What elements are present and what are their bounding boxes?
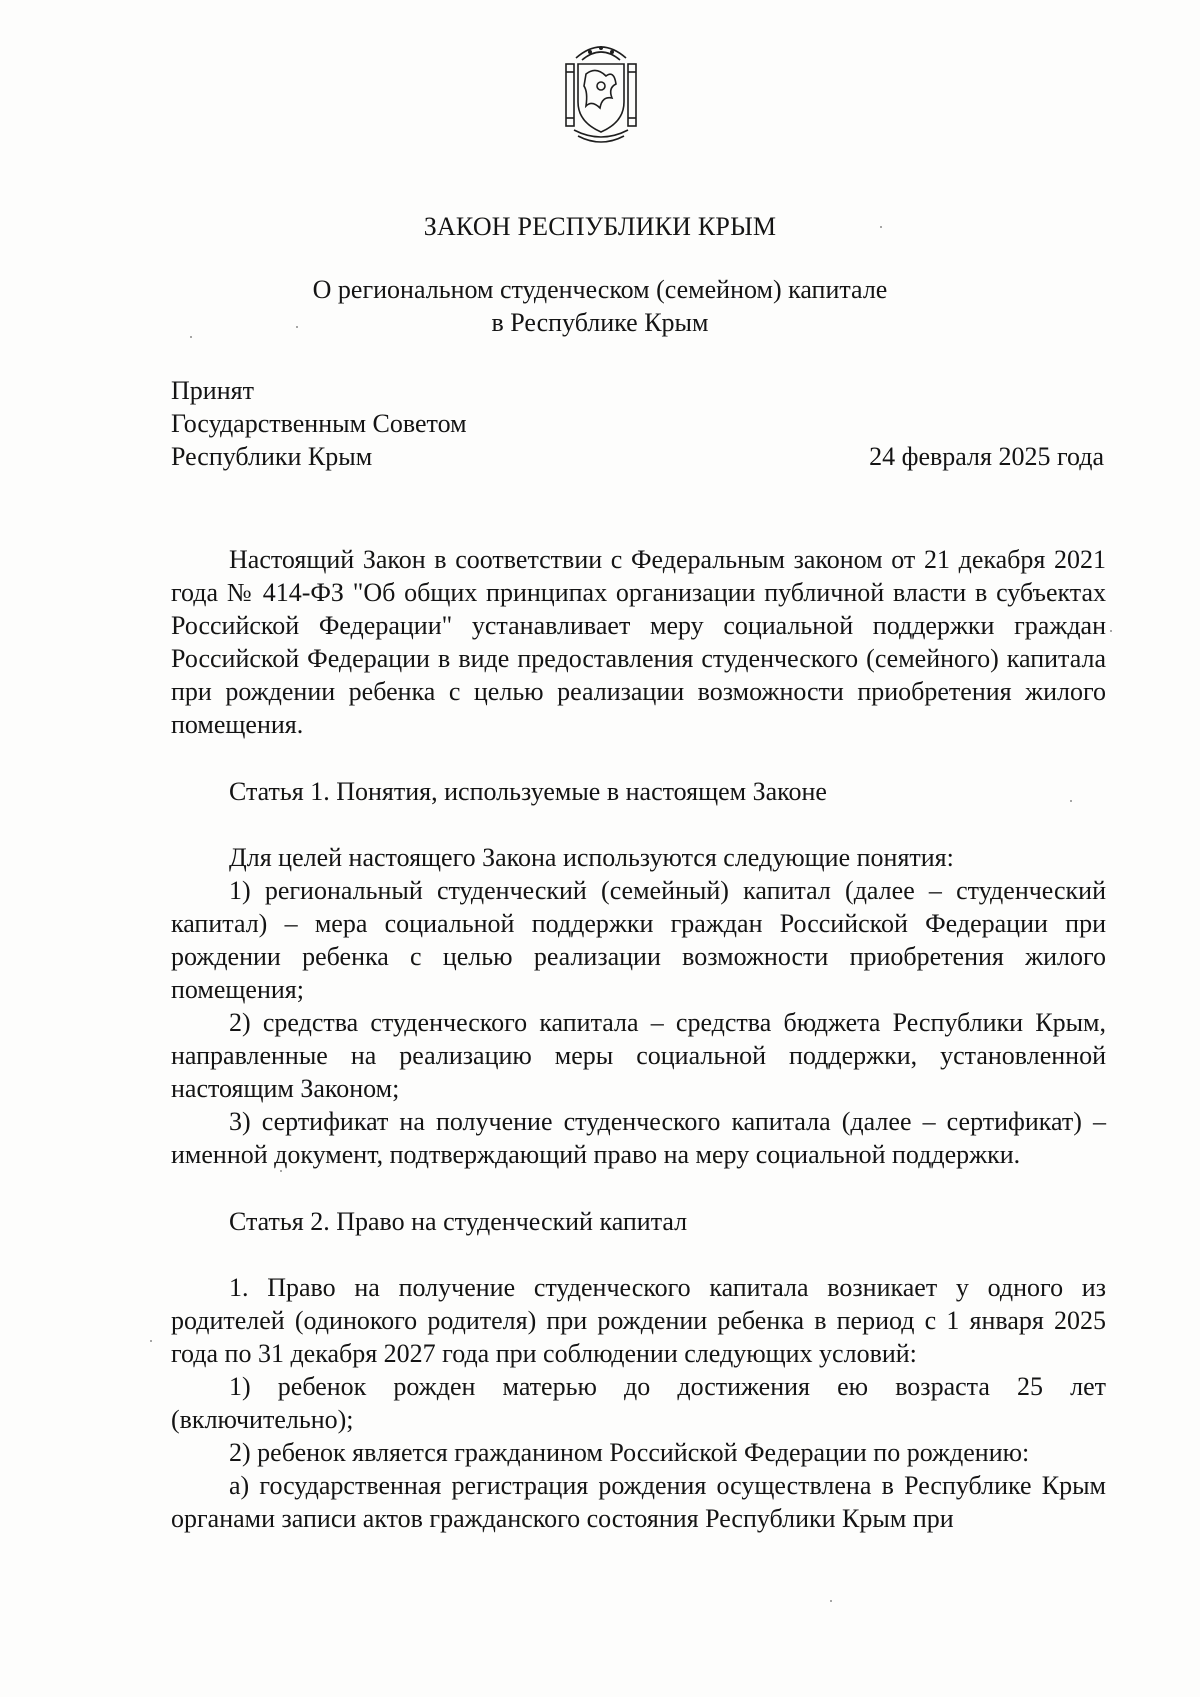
crimea-coat-of-arms-icon (562, 40, 640, 150)
article-heading: Статья 1. Понятия, используемые в настоящем Законе (229, 777, 827, 806)
article-heading: Статья 2. Право на студенческий капитал (229, 1207, 688, 1236)
scan-speck (1110, 630, 1112, 632)
condition-item: а) государственная регистрация рождения осуществлена в Республике Крым органами записи актов гражданского состояния Республики Крым при (171, 1471, 1106, 1533)
definition-item: 3) сертификат на получение студенческого капитала (далее – сертификат) – именной документ, подтверждающий право на меру социальной поддержки. (171, 1107, 1106, 1169)
law-title: ЗАКОН РЕСПУБЛИКИ КРЫМ (423, 212, 777, 241)
scan-speck (830, 1600, 832, 1602)
scan-speck (880, 226, 882, 228)
adoption-line: Государственным Советом (171, 409, 467, 438)
definition-item: 2) средства студенческого капитала – средства бюджета Республики Крым, направленные на реализацию меры социальной поддержки, установленной настоящим Законом; (171, 1008, 1106, 1103)
adoption-line: Республики Крым (171, 442, 373, 471)
law-subtitle-line: в Республике Крым (491, 308, 709, 337)
scan-speck (296, 326, 298, 328)
law-subtitle-line: О региональном студенческом (семейном) капитале (312, 275, 888, 304)
law-body (171, 543, 1106, 1535)
paragraph: 1. Право на получение студенческого капитала возникает у одного из родителей (одинокого родителя) при рождении ребенка в период с 1 января 2025 года по 31 декабря 2027 года при соблюдении следующих условий: (171, 1273, 1106, 1368)
scan-speck (150, 1340, 152, 1342)
law-subtitle (200, 273, 1000, 339)
scan-speck (190, 336, 192, 338)
adoption-date: 24 февраля 2025 года (869, 442, 1104, 471)
scan-speck (1070, 800, 1072, 802)
adoption-line: Принят (171, 376, 254, 405)
definition-item: 1) региональный студенческий (семейный) капитал (далее – студенческий капитал) – мера социальной поддержки граждан Российской Федерации при рождении ребенка с целью реализации возможности приобретения жилого помещения; (171, 876, 1106, 1004)
condition-item: 2) ребенок является гражданином Российской Федерации по рождению: (229, 1438, 1030, 1467)
condition-item: 1) ребенок рожден матерью до достижения ею возраста 25 лет (включительно); (171, 1372, 1106, 1434)
paragraph: Для целей настоящего Закона используются следующие понятия: (229, 843, 954, 872)
adoption-block (171, 374, 467, 473)
preamble-paragraph: Настоящий Закон в соответствии с Федеральным законом от 21 декабря 2021 года № 414-ФЗ "Об общих принципах организации публичной власти в субъектах Российской Федерации" устанавливает меру социальной поддержки граждан Российской Федерации в виде предоставления студенческого (семейного) капитала при рождении ребенка с целью реализации возможности приобретения жилого помещения. (171, 545, 1106, 739)
scan-speck (280, 1170, 282, 1172)
